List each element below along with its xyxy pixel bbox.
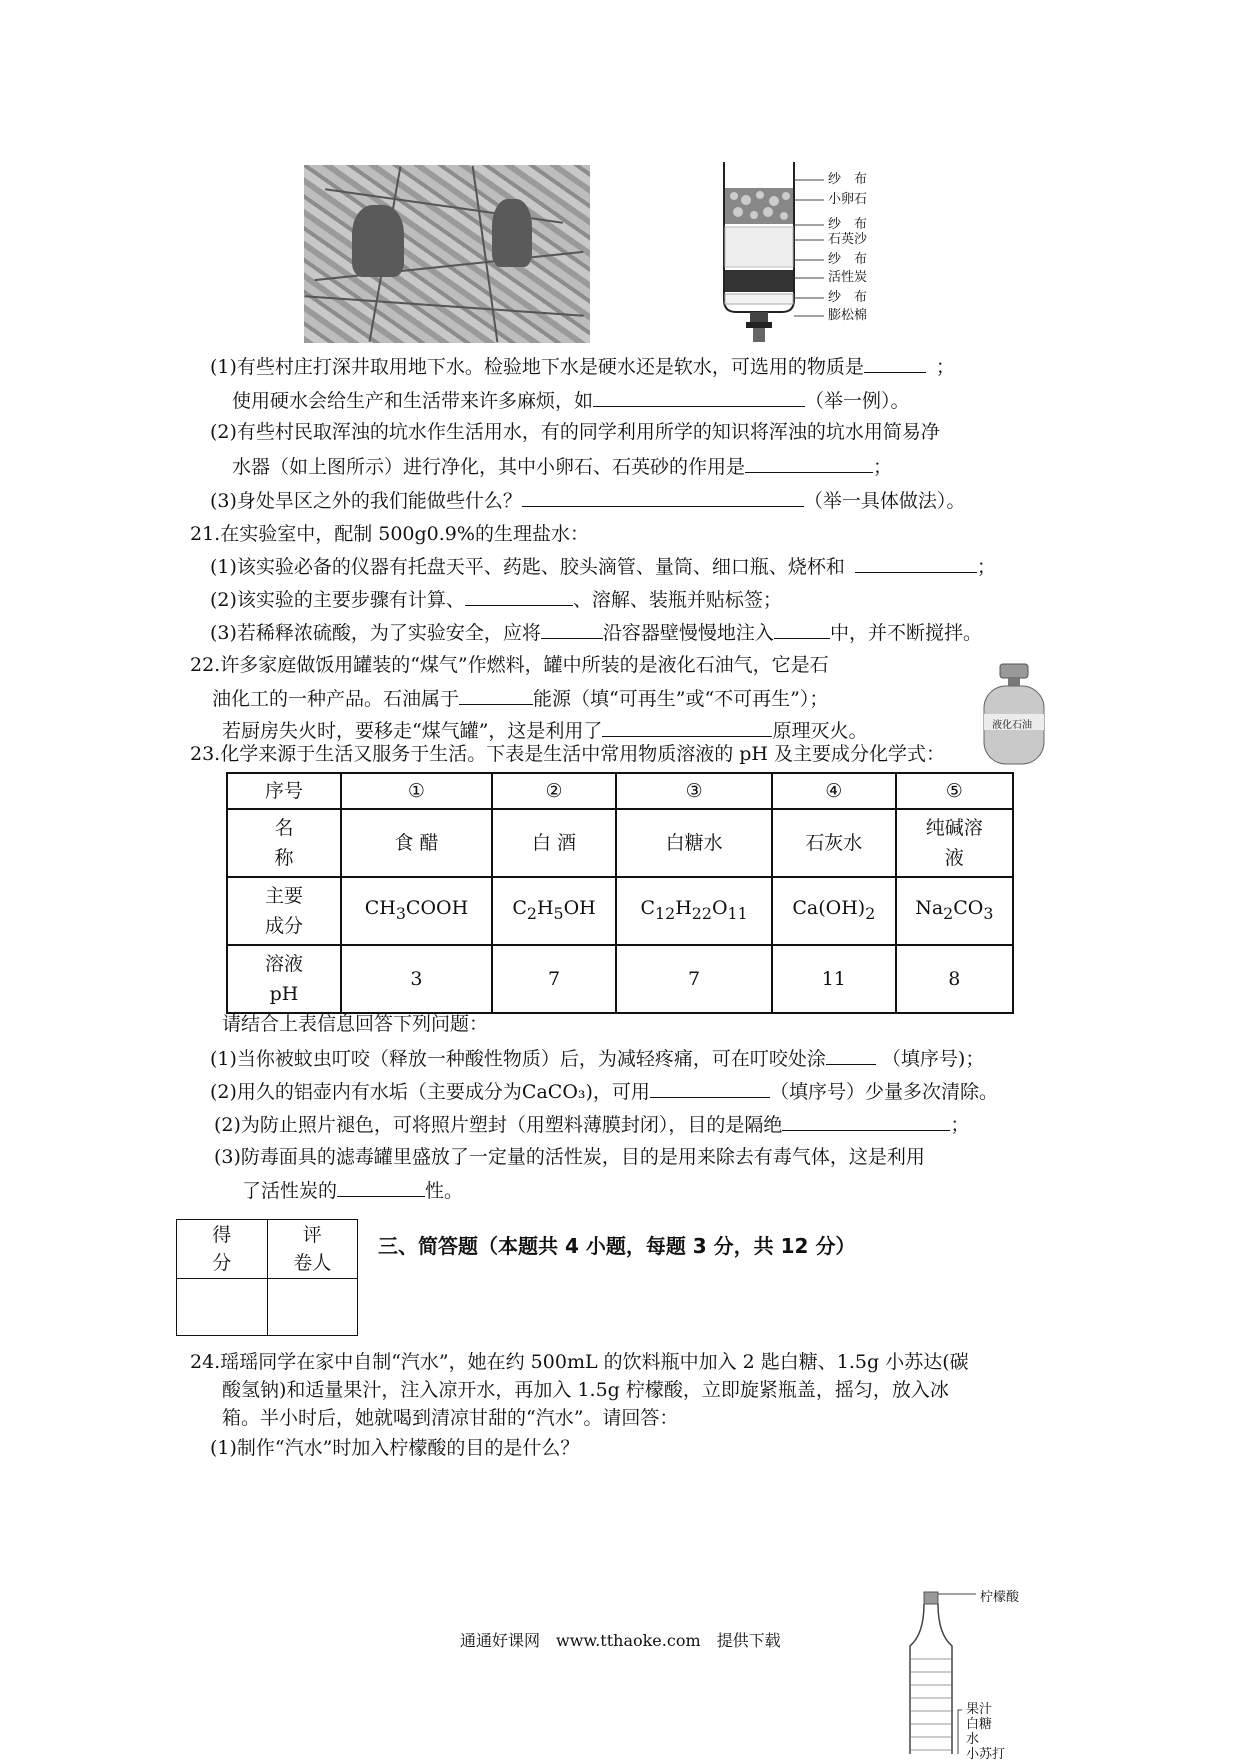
- filter-label: 活性炭: [828, 270, 868, 285]
- filter-labels: [828, 170, 867, 326]
- q20-part2-line2: 水器（如上图所示）进行净化，其中小卵石、石英砂的作用是 ；: [232, 452, 892, 481]
- table-cell: 7: [492, 945, 616, 1013]
- table-cell: ①: [341, 773, 492, 809]
- gas-cylinder-image: [978, 662, 1050, 768]
- water-filter-diagram: [712, 160, 912, 350]
- gas-cylinder-label: 液化石油: [992, 720, 1032, 731]
- q23-part1: (1)当你被蚊虫叮咬（释放一种酸性物质）后，为减轻疼痛，可在叮咬处涂 （填序号)；: [210, 1044, 984, 1073]
- table-cell: 3: [341, 945, 492, 1013]
- table-header-row: [227, 773, 1013, 809]
- q20-part1-line2: 使用硬水会给生产和生活带来许多麻烦，如 （举一例）。: [232, 386, 910, 415]
- drought-photo: [304, 165, 590, 343]
- q21-part2: (2)该实验的主要步骤有计算、 、溶解、装瓶并贴标签；: [210, 585, 782, 614]
- q23-part4-line1: (3)防毒面具的滤毒罐里盛放了一定量的活性炭，目的是用来除去有毒气体，这是利用: [214, 1146, 925, 1168]
- ph-table: [226, 772, 1014, 1014]
- table-cell: 11: [772, 945, 896, 1013]
- table-cell: 食 醋: [341, 809, 492, 877]
- q23-stem: 23.化学来源于生活又服务于生活。下表是生活中常用物质溶液的 pH 及主要成分化学式：: [190, 743, 946, 765]
- formula-sodium-carbonate: $Na_2CO_3$: [896, 877, 1013, 945]
- table-cell: 8: [896, 945, 1013, 1013]
- q22-line3: 若厨房失火时，要移走“煤气罐”，这是利用了 原理灭火。: [222, 716, 867, 745]
- bottle-label: 果汁: [966, 1702, 993, 1717]
- score-label: 得 分: [177, 1220, 268, 1279]
- bottle-labels-side: [966, 1702, 1005, 1762]
- table-row-name: [227, 809, 1013, 877]
- footer-text: 通通好课网 www.tthaoke.com 提供下载: [460, 1631, 781, 1650]
- filter-label: 膨松棉: [828, 308, 868, 323]
- table-cell: 名 称: [227, 809, 341, 877]
- q24-line3: 箱。半小时后，她就喝到清凉甘甜的“汽水”。请回答：: [222, 1407, 679, 1429]
- q20-part3: (3)身处旱区之外的我们能做些什么？ （举一具体做法）。: [210, 486, 965, 515]
- table-cell: ⑤: [896, 773, 1013, 809]
- table-cell: ③: [616, 773, 772, 809]
- filter-label: 纱 布: [828, 252, 868, 267]
- filter-label: 纱 布: [828, 217, 868, 232]
- filter-label: 小卵石: [828, 192, 868, 207]
- table-cell: 序号: [227, 773, 341, 809]
- table-cell: 7: [616, 945, 772, 1013]
- formula-sucrose: $C_{12}H_{22}O_{11}$: [616, 877, 772, 945]
- table-row-formula: [227, 877, 1013, 945]
- section-heading: 三、简答题（本题共 4 小题，每题 3 分，共 12 分）: [378, 1234, 856, 1258]
- q21-part3: (3)若稀释浓硫酸，为了实验安全，应将 沿容器壁慢慢地注入 中，并不断搅拌。: [210, 618, 982, 647]
- q22-line1: 22.许多家庭做饭用罐装的“煤气”作燃料，罐中所装的是液化石油气，它是石: [190, 654, 829, 676]
- table-cell: 石灰水: [772, 809, 896, 877]
- table-cell: ②: [492, 773, 616, 809]
- q24-part1: (1)制作“汽水”时加入柠檬酸的目的是什么？: [210, 1437, 580, 1459]
- score-box: [176, 1219, 358, 1336]
- q20-part2-line1: (2)有些村民取浑浊的坑水作生活用水，有的同学利用所学的知识将浑浊的坑水用简易净: [210, 421, 940, 443]
- bottle-label-top: 柠檬酸: [980, 1590, 1020, 1605]
- grader-input[interactable]: [267, 1279, 358, 1336]
- table-cell: ④: [772, 773, 896, 809]
- q21-stem: 21.在实验室中，配制 500g0.9%的生理盐水：: [190, 523, 589, 545]
- table-row-ph: [227, 945, 1013, 1013]
- q23-part3: (2)为防止照片褪色，可将照片塑封（用塑料薄膜封闭），目的是隔绝 ；: [214, 1110, 969, 1139]
- q24-line1: 24.瑶瑶同学在家中自制“汽水”，她在约 500mL 的饮料瓶中加入 2 匙白糖、1.5g 小苏达(碳: [190, 1351, 969, 1373]
- q23-intro: 请结合上表信息回答下列问题：: [222, 1013, 489, 1035]
- q21-part1: (1)该实验必备的仪器有托盘天平、药匙、胶头滴管、量筒、细口瓶、烧杯和 ；: [210, 552, 996, 581]
- bottle-label: 水: [966, 1732, 980, 1747]
- filter-label: 纱 布: [828, 172, 868, 187]
- formula-ethanol: $C_2H_5OH$: [492, 877, 616, 945]
- filter-label: 石英沙: [828, 232, 868, 247]
- bottle-label: 小苏打: [966, 1747, 1006, 1762]
- q23-part4-line2: 了活性炭的 性。: [242, 1176, 463, 1205]
- table-cell: 白 酒: [492, 809, 616, 877]
- bottle-label: 白糖: [966, 1717, 993, 1732]
- formula-acetic-acid: $CH_3COOH$: [341, 877, 492, 945]
- table-cell: 主要 成分: [227, 877, 341, 945]
- q22-line2: 油化工的一种产品。石油属于 能源（填“可再生”或“不可再生”）；: [212, 684, 828, 713]
- grader-label: 评 卷人: [267, 1220, 358, 1279]
- filter-label: 纱 布: [828, 290, 868, 305]
- q24-line2: 酸氢钠)和适量果汁，注入凉开水，再加入 1.5g 柠檬酸，立即旋紧瓶盖，摇匀，放入冰: [222, 1379, 949, 1401]
- table-cell: 白糖水: [616, 809, 772, 877]
- q23-part2: (2)用久的铝壶内有水垢（主要成分为CaCO₃)，可用 （填序号）少量多次清除。: [210, 1077, 998, 1106]
- formula-calcium-hydroxide: $Ca(OH)_2$: [772, 877, 896, 945]
- table-cell: 纯碱溶 液: [896, 809, 1013, 877]
- q20-part1-line1: (1)有些村庄打深井取用地下水。检验地下水是硬水还是软水，可选用的物质是 ；: [210, 352, 955, 381]
- score-input[interactable]: [177, 1279, 268, 1336]
- table-cell: 溶液 pH: [227, 945, 341, 1013]
